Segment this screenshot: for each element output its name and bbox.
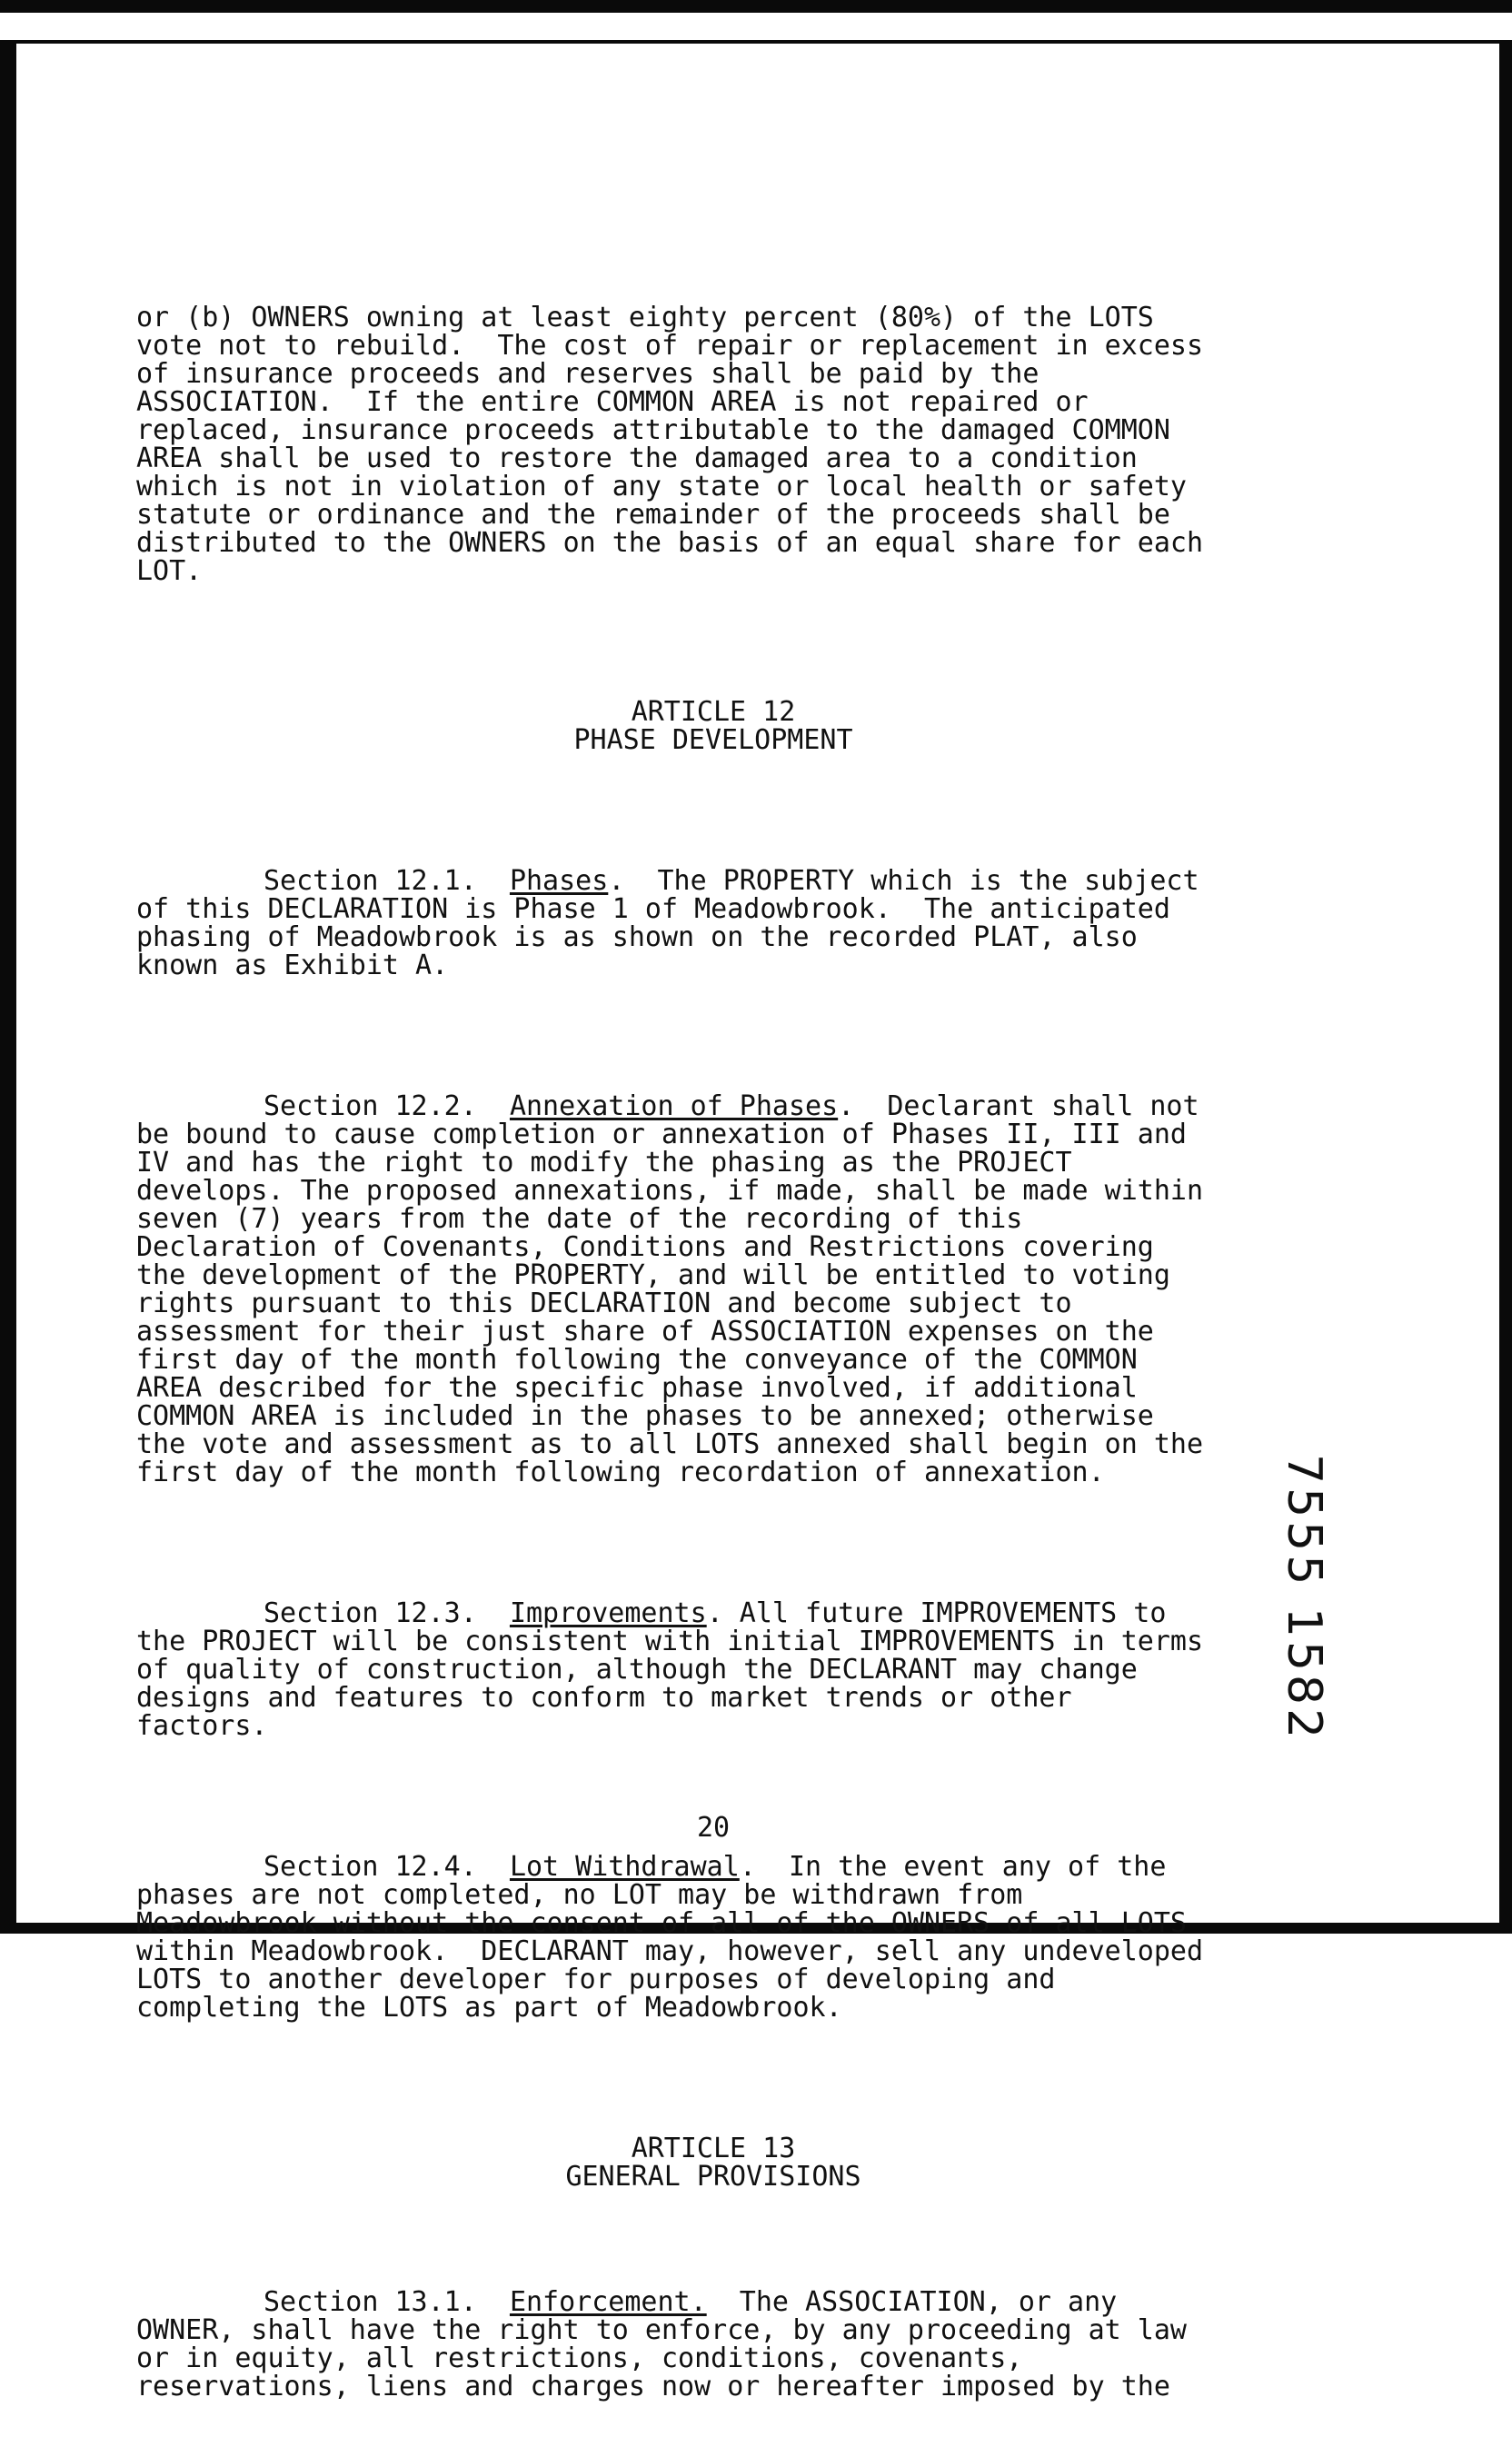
article-13-number: ARTICLE 13 xyxy=(631,2133,796,2164)
section-heading: Annexation of Phases xyxy=(509,1090,839,1122)
article-12-heading xyxy=(136,698,1290,754)
section-heading: Lot Withdrawal xyxy=(509,1851,740,1883)
document-body xyxy=(136,247,1308,2457)
section-first-line: . In the event any of the xyxy=(739,1851,1167,1883)
scan-top-border xyxy=(0,0,1512,13)
section-first-line: The ASSOCIATION, or any xyxy=(706,2286,1118,2318)
section-text: phases are not completed, no LOT may be withdrawn from Meadowbrook without the consent of all of the OWNERS of all LOTS within Meadowbrook. DECLARANT may, however, sell any undeveloped LOTS to another developer for purposes of developing and completing the LOTS as part of Meadowbrook. xyxy=(136,1879,1203,2024)
section-text: be bound to cause completion or annexation of Phases II, III and IV and has the right to modify the phasing as the PROJECT develops. The proposed annexations, if made, shall be made within seven (7) years from the date of the recording of this Declaration of Covenants, Conditions and Restrictions covering the development of the PROPERTY, and will be entitled to voting rights pursuant to this DECLARATION and become subject to assessment for their just share of ASSOCIATION expenses on the first day of the month following the conveyance of the COMMON AREA described for the specific phase involved, if additional COMMON AREA is included in the phases to be annexed; otherwise the vote and assessment as to all LOTS annexed shall begin on the first day of the month following recordation of annexation. xyxy=(136,1119,1203,1488)
section-12-1 xyxy=(136,867,1308,980)
section-13-1 xyxy=(136,2288,1308,2401)
section-number: Section 12.1. xyxy=(264,865,477,897)
page-number: 20 xyxy=(696,1812,731,1844)
section-first-line: . Declarant shall not xyxy=(838,1090,1199,1122)
section-text: the PROJECT will be consistent with initial IMPROVEMENTS in terms of quality of construction, although the DECLARANT may change designs and features to conform to market trends or other factors. xyxy=(136,1626,1203,1742)
section-text: of this DECLARATION is Phase 1 of Meadowbrook. The anticipated phasing of Meadowbrook is as shown on the recorded PLAT, also known as Exhibit A. xyxy=(136,893,1170,981)
section-12-4 xyxy=(136,1853,1308,2022)
section-heading: Phases xyxy=(509,865,609,897)
continuation-paragraph: or (b) OWNERS owning at least eighty percent (80%) of the LOTS vote not to rebuild. The cost of repair or replacement in excess of insurance proceeds and reserves shall be paid by the ASSOCIATION. If the entire COMMON AREA is not repaired or replaced, insurance proceeds attributable to the damaged COMMON AREA shall be used to restore the damaged area to a condition which is not in violation of any state or local health or safety statute or ordinance and the remainder of the proceeds shall be distributed to the OWNERS on the basis of an equal share for each LOT. xyxy=(136,302,1203,587)
section-12-3 xyxy=(136,1599,1308,1740)
section-number: Section 12.2. xyxy=(264,1090,477,1122)
section-text: OWNER, shall have the right to enforce, by any proceeding at law or in equity, all restrictions, conditions, covenants, reservations, liens and charges now or hereafter imposed by the xyxy=(136,2314,1187,2402)
article-12-title: PHASE DEVELOPMENT xyxy=(573,724,853,756)
scan-top-margin xyxy=(0,13,1512,44)
section-first-line: . All future IMPROVEMENTS to xyxy=(706,1597,1167,1629)
scan-right-border xyxy=(1499,44,1512,1934)
section-number: Section 13.1. xyxy=(264,2286,477,2318)
article-12-number: ARTICLE 12 xyxy=(631,696,796,728)
article-13-title: GENERAL PROVISIONS xyxy=(565,2161,861,2193)
article-13-heading xyxy=(136,2134,1290,2191)
section-number: Section 12.4. xyxy=(264,1851,477,1883)
section-heading: Improvements xyxy=(509,1597,707,1629)
side-stamp-number: 7555 1582 xyxy=(1277,1454,1331,1743)
section-first-line: . The PROPERTY which is the subject xyxy=(608,865,1199,897)
scan-left-border xyxy=(0,44,16,1934)
section-number: Section 12.3. xyxy=(264,1597,477,1629)
section-heading: Enforcement. xyxy=(509,2286,707,2318)
section-12-2 xyxy=(136,1092,1308,1487)
